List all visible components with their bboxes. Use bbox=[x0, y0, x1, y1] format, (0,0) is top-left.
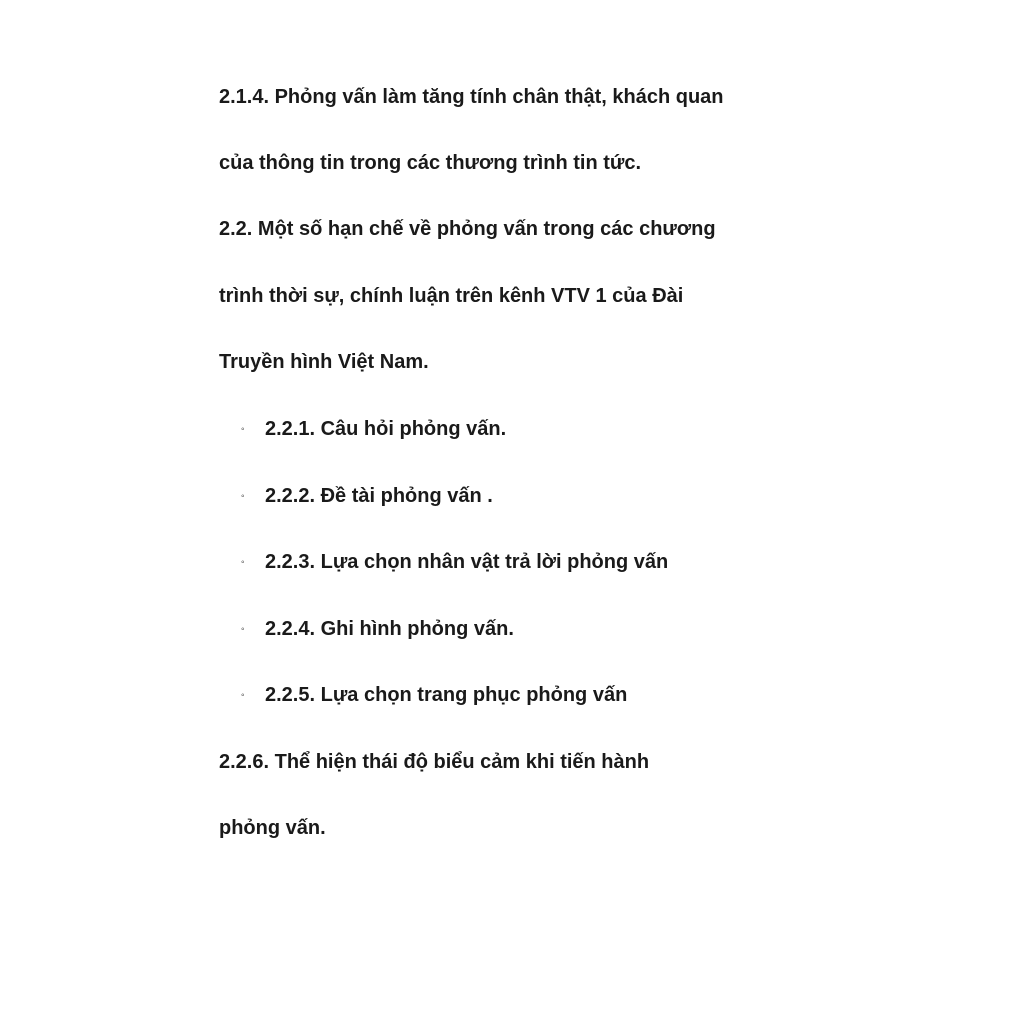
heading-2-1-4-line-1: 2.1.4. Phỏng vấn làm tăng tính chân thật, khách quan bbox=[219, 86, 724, 108]
bullet-circle-icon: ◦ bbox=[241, 689, 245, 701]
bullet-circle-icon: ◦ bbox=[241, 423, 245, 435]
heading-2-2-line-1: 2.2. Một số hạn chế về phỏng vấn trong các chương bbox=[219, 218, 716, 240]
list-item-label: 2.2.1. Câu hỏi phỏng vấn. bbox=[265, 418, 507, 440]
list-item-2-2-3 bbox=[241, 549, 668, 576]
heading-2-2-line-2: trình thời sự, chính luận trên kênh VTV 1 của Đài bbox=[219, 285, 684, 307]
bullet-circle-icon: ◦ bbox=[241, 490, 245, 502]
heading-2-1-4-line-2: của thông tin trong các thương trình tin tức. bbox=[219, 152, 642, 174]
list-item-2-2-5 bbox=[241, 682, 627, 709]
list-item-label: 2.2.4. Ghi hình phỏng vấn. bbox=[265, 618, 514, 640]
list-item-2-2-4 bbox=[241, 616, 514, 643]
list-item-2-2-1 bbox=[241, 416, 506, 443]
bullet-circle-icon: ◦ bbox=[241, 556, 245, 568]
list-item-label: 2.2.2. Đề tài phỏng vấn . bbox=[265, 485, 493, 507]
heading-2-2-line-3: Truyền hình Việt Nam. bbox=[219, 351, 429, 373]
heading-2-2-6-line-1: 2.2.6. Thể hiện thái độ biểu cảm khi tiến hành bbox=[219, 751, 650, 773]
heading-2-2-6-line-2: phỏng vấn. bbox=[219, 817, 326, 839]
list-item-label: 2.2.5. Lựa chọn trang phục phỏng vấn bbox=[265, 684, 628, 706]
list-item-2-2-2 bbox=[241, 483, 493, 510]
bullet-circle-icon: ◦ bbox=[241, 623, 245, 635]
list-item-label: 2.2.3. Lựa chọn nhân vật trả lời phỏng vấn bbox=[265, 551, 669, 573]
